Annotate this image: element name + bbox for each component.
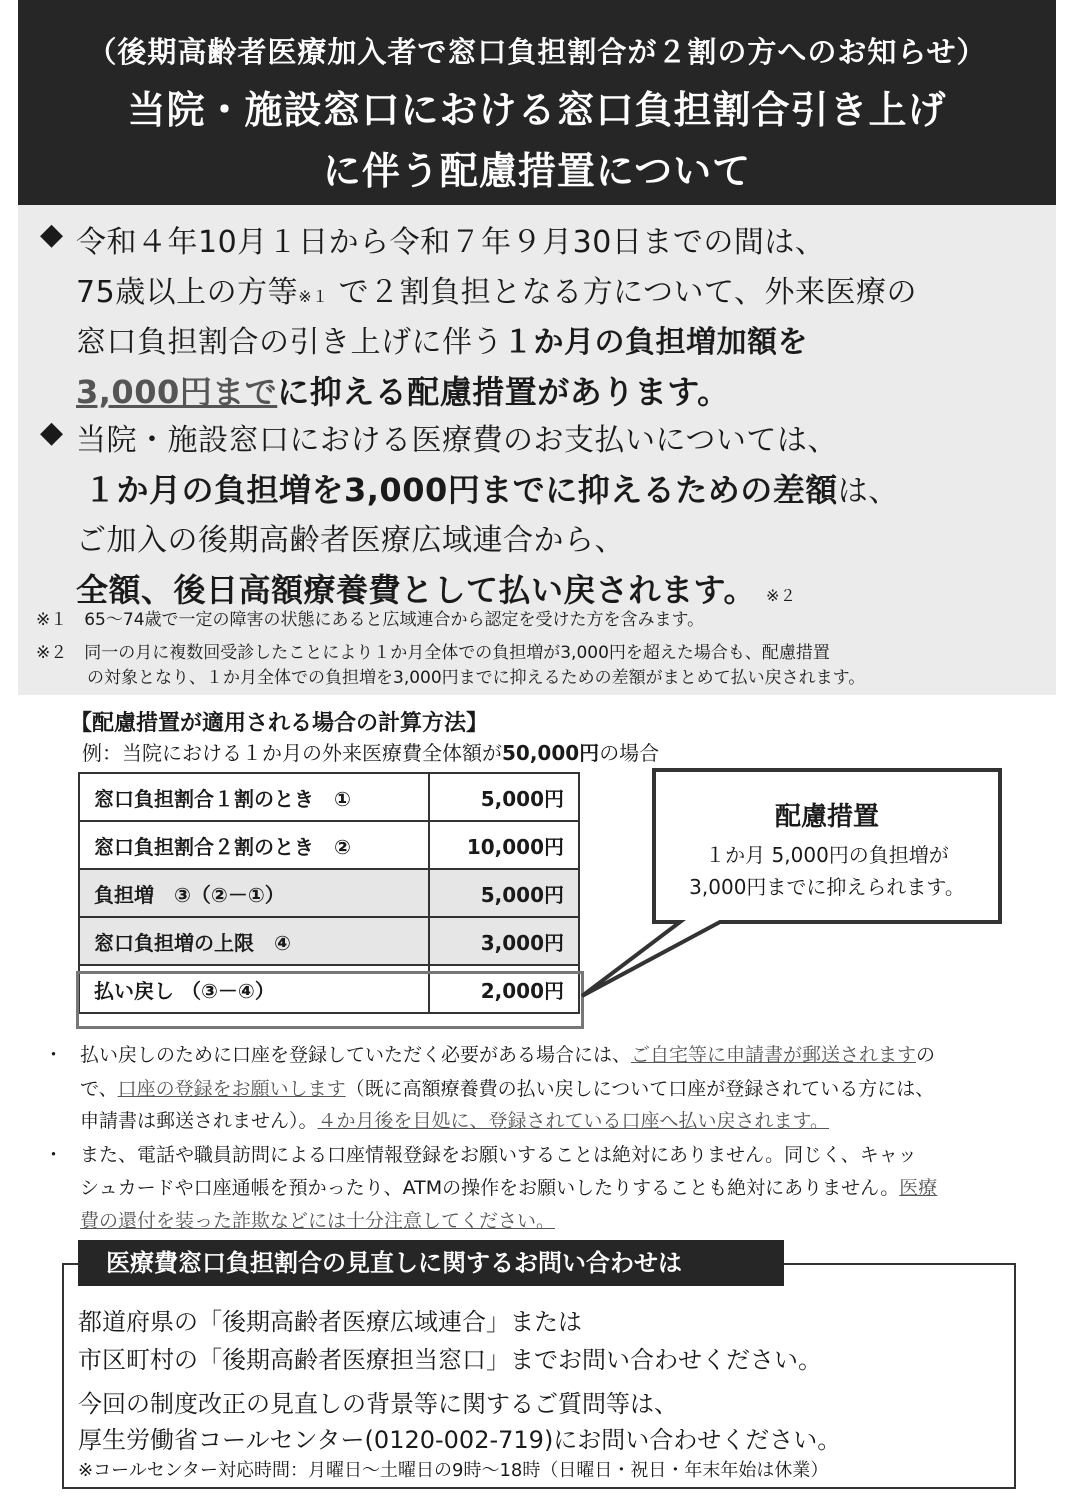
contact-line2: 市区町村の「後期高齢者医療担当窓口」までお問い合わせください。 bbox=[78, 1346, 822, 1374]
contact-line3: 今回の制度改正の見直しの背景等に関するご質問等は、 bbox=[78, 1390, 678, 1418]
bullet-1-line3: 窓口負担割合の引き上げに伴う１か月の負担増加額を bbox=[76, 325, 808, 360]
bullet-2-line3: ご加入の後期高齢者医療広域連合から、 bbox=[76, 523, 625, 558]
bubble-content bbox=[654, 770, 1000, 903]
bullet-1-line2: 75歳以上の方等※１ で２割負担となる方について、外来医療の bbox=[76, 275, 917, 310]
calc-title: 【配慮措置が適用される場合の計算方法】 bbox=[70, 711, 489, 736]
contact-line5: ※コールセンター対応時間：月曜日～土曜日の9時～18時（日曜日・祝日・年末年始は休業） bbox=[78, 1460, 829, 1481]
bullet-dot: ・ bbox=[44, 1144, 64, 1166]
bubble-line1: １か月 5,000円の負担増が bbox=[705, 843, 949, 867]
footnote-2b: の対象となり、１か月全体での負担増を3,000円までに抑えるための差額がまとめて払い戻されます。 bbox=[36, 668, 866, 688]
bubble-title: 配慮措置 bbox=[774, 802, 879, 832]
info-p1-line3: 申請書は郵送されません）。４か月後を目処に、登録されている口座へ払い戻されます。 bbox=[80, 1110, 829, 1132]
header-subtitle: （後期高齢者医療加入者で窓口負担割合が２割の方へのお知らせ） bbox=[87, 35, 987, 69]
info-p1-line1: 払い戻しのために口座を登録していただく必要がある場合には、ご自宅等に申請書が郵送されますの bbox=[80, 1044, 936, 1066]
bullet-1-line1: 令和４年10月１日から令和７年９月30日までの間は、 bbox=[76, 225, 826, 260]
bullet-2-line2: １か月の負担増を3,000円までに抑えるための差額は、 bbox=[84, 471, 899, 509]
info-p2-line3: 費の還付を装った詐欺などには十分注意してください。 bbox=[80, 1210, 556, 1232]
header-title-line2: に伴う配慮措置について bbox=[322, 149, 752, 193]
info-p2-line1: また、電話や職員訪問による口座情報登録をお願いすることは絶対にありません。同じく、キャッ bbox=[80, 1144, 917, 1166]
info-p2-line2: シュカードや口座通帳を預かったり、ATMの操作をお願いしたりすることも絶対にありません。医療 bbox=[80, 1177, 938, 1199]
header-title-line1: 当院・施設窓口における窓口負担割合引き上げ bbox=[127, 88, 947, 132]
calc-example: 例：当院における１か月の外来医療費全体額が50,000円の場合 bbox=[82, 741, 660, 765]
bubble-line2: 3,000円までに抑えられます。 bbox=[689, 875, 965, 899]
contact-line4: 厚生労働省コールセンター(0120-002-719)にお問い合わせください。 bbox=[78, 1426, 842, 1454]
bullet-2-line1: 当院・施設窓口における医療費のお支払いについては、 bbox=[76, 423, 838, 458]
table-row: 負担増 ③（②－①） 5,000円 bbox=[79, 869, 579, 917]
bullet-2-line4: 全額、後日高額療養費として払い戻されます。 ※２ bbox=[76, 571, 797, 609]
bullet-1-line4: 3,000円までに抑える配慮措置があります。 bbox=[76, 373, 730, 411]
diamond-icon: ◆ bbox=[40, 217, 64, 252]
table-row: 窓口負担増の上限 ④ 3,000円 bbox=[79, 917, 579, 965]
table-row: 窓口負担割合２割のとき ② 10,000円 bbox=[79, 821, 579, 869]
footnote-2a: ※２ 同一の月に複数回受診したことにより１か月全体での負担増が3,000円を超えた場合も、配慮措置 bbox=[36, 643, 830, 663]
info-p1-line2: で、口座の登録をお願いします（既に高額療養費の払い戻しについて口座が登録されている方には、 bbox=[80, 1078, 935, 1100]
table-row: 払い戻し （③－④） 2,000円 bbox=[79, 965, 579, 1013]
table-row: 窓口負担割合１割のとき ① 5,000円 bbox=[79, 773, 579, 821]
footnote-1: ※１ 65～74歳で一定の障害の状態にあると広域連合から認定を受けた方を含みます。 bbox=[36, 610, 705, 630]
contact-line1: 都道府県の「後期高齢者医療広域連合」または bbox=[78, 1308, 582, 1336]
diamond-icon: ◆ bbox=[40, 415, 64, 450]
contact-title: 医療費窓口負担割合の見直しに関するお問い合わせは bbox=[78, 1240, 784, 1286]
bullet-dot: ・ bbox=[44, 1044, 64, 1066]
